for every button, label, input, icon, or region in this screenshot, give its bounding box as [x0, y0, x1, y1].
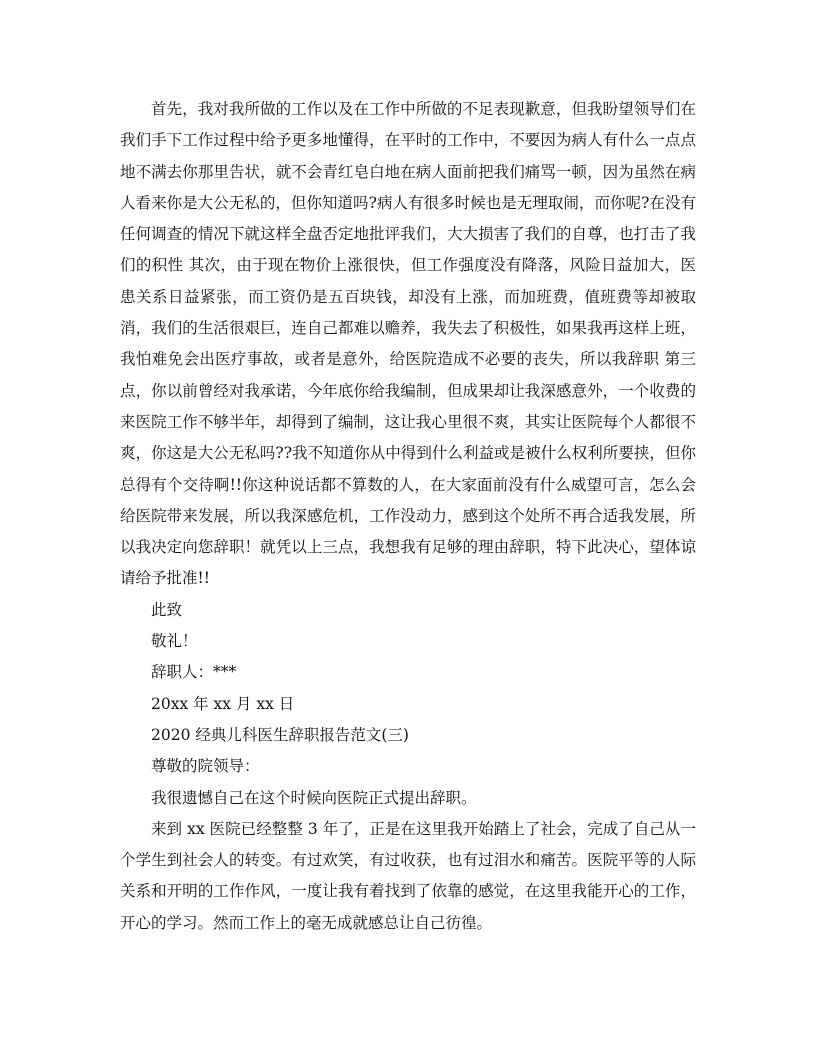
section-title: 2020 经典儿科医生辞职报告范文(三): [151, 725, 409, 744]
signature-line: 辞职人：***: [151, 663, 237, 682]
closing-line: 此致: [151, 600, 183, 619]
date-line: 20xx 年 xx 月 xx 日: [151, 694, 295, 713]
closing-salute: 敬礼！: [151, 632, 198, 651]
salutation-line: 尊敬的院领导：: [151, 757, 260, 776]
document-page: [120, 94, 696, 939]
body-paragraph: 我很遗憾自己在这个时候向医院正式提出辞职。: [151, 788, 477, 807]
body-paragraph: 来到 xx 医院已经整整 3 年了，正是在这里我开始踏上了社会，完成了自己从一个学生到社会人的转变。有过欢笑，有过收获，也有过泪水和痛苦。医院平等的人际关系和开明的工作作风，一度让我有着找到了依靠的感觉，在这里我能开心的工作，开心的学习。然而工作上的毫无成就感总让自己彷徨。: [120, 819, 696, 932]
body-paragraph: 首先，我对我所做的工作以及在工作中所做的不足表现歉意，但我盼望领导们在我们手下工作过程中给予更多地懂得，在平时的工作中，不要因为病人有什么一点点地不满去你那里告状，就不会青红皂白地在病人面前把我们痛骂一顿，因为虽然在病人看来你是大公无私的，但你知道吗?病人有很多时候也是无理取闹，而你呢?在没有任何调查的情况下就这样全盘否定地批评我们，大大损害了我们的自尊，也打击了我们的积性 其次，由于现在物价上涨很快，但工作强度没有降落，风险日益加大，医患关系日益紧张，而工资仍是五百块钱，却没有上涨，而加班费，值班费等却被取消，我们的生活很艰巨，连自己都难以赡养，我失去了积极性，如果我再这样上班，我怕难免会出医疗事故，或者是意外，给医院造成不必要的丧失，所以我辞职 第三点，你以前曾经对我承诺，今年底你给我编制，但成果却让我深感意外，一个收费的来医院工作不够半年，却得到了编制，这让我心里很不爽，其实让医院每个人都很不爽，你这是大公无私吗??我不知道你从中得到什么利益或是被什么权利所要挟，但你总得有个交待啊!!你这种说话都不算数的人，在大家面前没有什么威望可言，怎么会给医院带来发展，所以我深感危机，工作没动力，感到这个处所不再合适我发展，所以我决定向您辞职！就凭以上三点，我想我有足够的理由辞职，特下此决心，望体谅请给予批准!!: [120, 100, 696, 588]
